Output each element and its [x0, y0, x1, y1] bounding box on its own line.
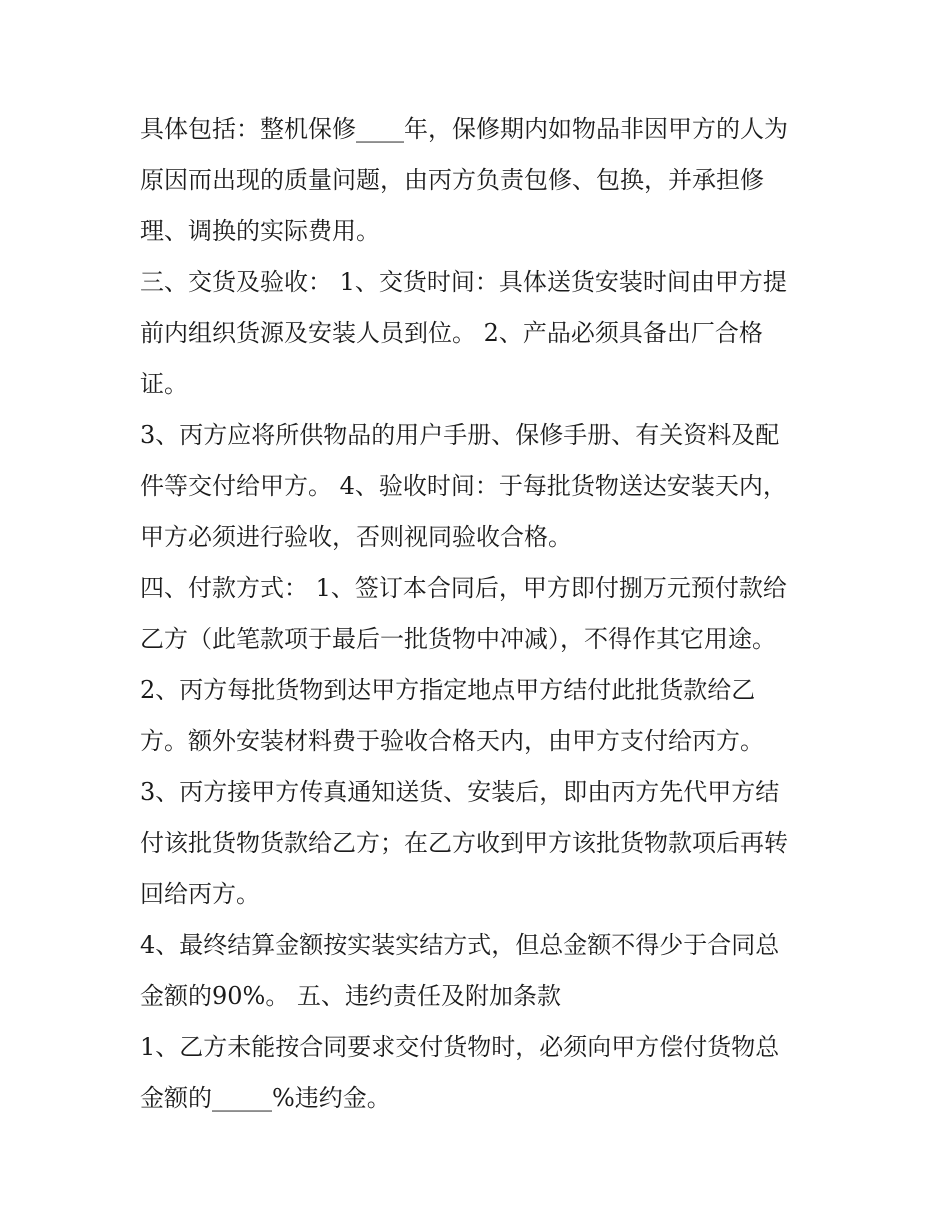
text-line: 原因而出现的质量问题，由丙方负责包修、包换，并承担修: [140, 166, 764, 194]
text-line: 乙方（此笔款项于最后一批货物中冲减），不得作其它用途。: [140, 625, 776, 653]
text-line: 回给丙方。: [140, 880, 260, 908]
text-line: 付该批货物货款给乙方；在乙方收到甲方该批货物款项后再转: [140, 829, 788, 857]
text-line: 1、乙方未能按合同要求交付货物时，必须向甲方偿付货物总: [140, 1033, 780, 1061]
text-line: 四、付款方式： 1、签订本合同后，甲方即付捌万元预付款给: [140, 574, 787, 602]
text-line: 前内组织货源及安装人员到位。 2、产品必须具备出厂合格: [140, 319, 763, 347]
text-line: 2、丙方每批货物到达甲方指定地点甲方结付此批货款给乙: [140, 676, 756, 704]
text-line: 3、丙方接甲方传真通知送货、安装后，即由丙方先代甲方结: [140, 778, 780, 806]
text-line: 具体包括：整机保修____年，保修期内如物品非因甲方的人为: [140, 115, 788, 143]
text-line: 3、丙方应将所供物品的用户手册、保修手册、有关资料及配: [140, 421, 780, 449]
text-line: 方。额外安装材料费于验收合格天内，由甲方支付给丙方。: [140, 727, 764, 755]
contract-text-body: [140, 104, 820, 1124]
text-line: 金额的_____%违约金。: [140, 1084, 391, 1112]
text-line: 金额的90%。 五、违约责任及附加条款: [140, 982, 561, 1010]
text-line: 三、交货及验收： 1、交货时间：具体送货安装时间由甲方提: [140, 268, 787, 296]
text-line: 证。: [140, 370, 188, 398]
text-line: 4、最终结算金额按实装实结方式，但总金额不得少于合同总: [140, 931, 780, 959]
text-line: 理、调换的实际费用。: [140, 217, 380, 245]
text-line: 件等交付给甲方。 4、验收时间：于每批货物送达安装天内，: [140, 472, 787, 500]
text-line: 甲方必须进行验收，否则视同验收合格。: [140, 523, 572, 551]
